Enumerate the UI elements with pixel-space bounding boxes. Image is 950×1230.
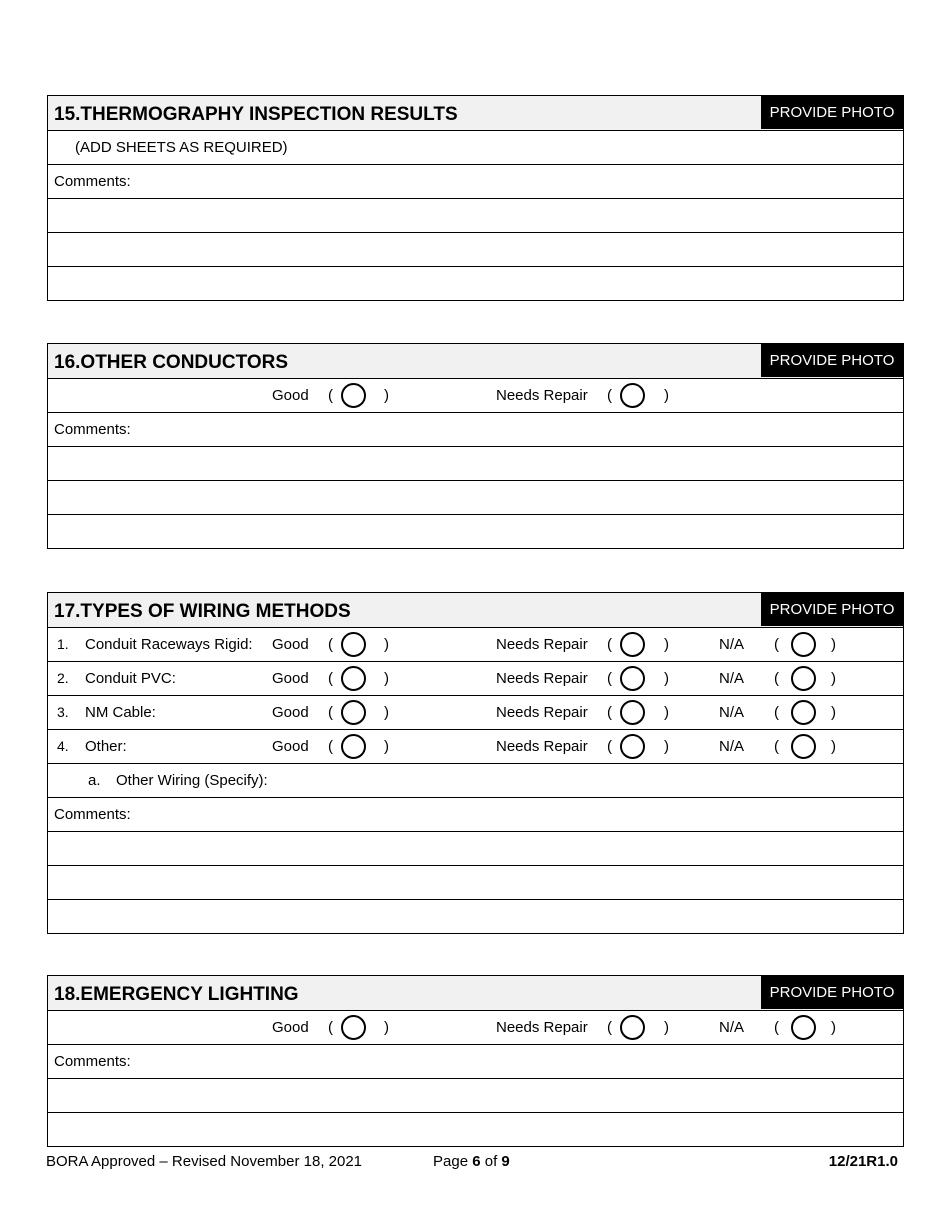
comment-line[interactable] (48, 481, 903, 515)
comment-line[interactable] (48, 233, 903, 267)
other-wiring-row[interactable] (48, 764, 903, 798)
open-paren: ( (774, 738, 779, 755)
na-label: N/A (719, 636, 745, 653)
condition-row (48, 379, 903, 413)
needs-repair-radio[interactable] (620, 632, 645, 657)
section-wiring-methods (47, 592, 904, 934)
close-paren: ) (831, 1019, 836, 1036)
close-paren: ) (664, 704, 669, 721)
page-current: 6 (472, 1153, 481, 1170)
close-paren: ) (664, 636, 669, 653)
open-paren: ( (774, 704, 779, 721)
section-other-conductors (47, 343, 904, 549)
other-wiring-label: Other Wiring (Specify): (116, 772, 268, 789)
close-paren: ) (664, 1019, 669, 1036)
good-radio[interactable] (341, 632, 366, 657)
close-paren: ) (384, 1019, 389, 1036)
comment-line[interactable] (48, 199, 903, 233)
good-label: Good (272, 387, 309, 404)
section-title: 15.THERMOGRAPHY INSPECTION RESULTS (54, 104, 458, 125)
needs-repair-label: Needs Repair (496, 670, 588, 687)
needs-repair-label: Needs Repair (496, 738, 588, 755)
section-thermography (47, 95, 904, 301)
item-number: 2. (57, 670, 69, 686)
na-radio[interactable] (791, 666, 816, 691)
na-label: N/A (719, 1019, 745, 1036)
comment-line[interactable] (48, 1079, 903, 1113)
item-number: 1. (57, 636, 69, 652)
comment-line[interactable] (48, 267, 903, 300)
item-number: 4. (57, 738, 69, 754)
open-paren: ( (774, 670, 779, 687)
wiring-item-row (48, 730, 903, 764)
na-label: N/A (719, 738, 745, 755)
needs-repair-radio[interactable] (620, 666, 645, 691)
good-label: Good (272, 670, 309, 687)
section-header (48, 976, 903, 1011)
comment-line[interactable] (48, 900, 903, 933)
open-paren: ( (607, 670, 612, 687)
wiring-item-row (48, 662, 903, 696)
open-paren: ( (328, 387, 333, 404)
na-radio[interactable] (791, 734, 816, 759)
comments-row[interactable] (48, 413, 903, 447)
open-paren: ( (328, 704, 333, 721)
open-paren: ( (328, 738, 333, 755)
footer-revision: BORA Approved – Revised November 18, 2021 (46, 1153, 363, 1170)
good-label: Good (272, 738, 309, 755)
section-header (48, 593, 903, 628)
close-paren: ) (831, 636, 836, 653)
good-radio[interactable] (341, 734, 366, 759)
item-label: NM Cable: (85, 704, 156, 721)
needs-repair-label: Needs Repair (496, 636, 588, 653)
close-paren: ) (831, 670, 836, 687)
section-title: 18.EMERGENCY LIGHTING (54, 984, 299, 1005)
close-paren: ) (384, 704, 389, 721)
section-header (48, 344, 903, 379)
close-paren: ) (831, 738, 836, 755)
comments-row[interactable] (48, 798, 903, 832)
good-radio[interactable] (341, 1015, 366, 1040)
comments-label: Comments: (54, 806, 131, 823)
add-sheets-note: (ADD SHEETS AS REQUIRED) (75, 139, 288, 156)
na-radio[interactable] (791, 1015, 816, 1040)
needs-repair-label: Needs Repair (496, 1019, 588, 1036)
na-label: N/A (719, 670, 745, 687)
provide-photo-button[interactable]: PROVIDE PHOTO (761, 96, 903, 129)
close-paren: ) (664, 670, 669, 687)
provide-photo-button[interactable]: PROVIDE PHOTO (761, 593, 903, 626)
needs-repair-label: Needs Repair (496, 387, 588, 404)
open-paren: ( (607, 738, 612, 755)
open-paren: ( (774, 1019, 779, 1036)
comments-row[interactable] (48, 165, 903, 199)
open-paren: ( (328, 636, 333, 653)
good-label: Good (272, 636, 309, 653)
item-number: 3. (57, 704, 69, 720)
close-paren: ) (384, 387, 389, 404)
item-label: Conduit PVC: (85, 670, 176, 687)
good-radio[interactable] (341, 700, 366, 725)
item-label: Other: (85, 738, 127, 755)
open-paren: ( (328, 670, 333, 687)
open-paren: ( (607, 636, 612, 653)
page-total: 9 (501, 1153, 510, 1170)
open-paren: ( (328, 1019, 333, 1036)
good-radio[interactable] (341, 666, 366, 691)
item-label: Conduit Raceways Rigid: (85, 636, 253, 653)
provide-photo-button[interactable]: PROVIDE PHOTO (761, 344, 903, 377)
open-paren: ( (607, 387, 612, 404)
needs-repair-radio[interactable] (620, 734, 645, 759)
comment-line[interactable] (48, 515, 903, 548)
footer-page-number (433, 1153, 510, 1170)
wiring-item-row (48, 696, 903, 730)
close-paren: ) (664, 738, 669, 755)
open-paren: ( (607, 1019, 612, 1036)
comment-line[interactable] (48, 1113, 903, 1146)
close-paren: ) (664, 387, 669, 404)
comment-line[interactable] (48, 832, 903, 866)
footer-version: 12/21R1.0 (828, 1153, 898, 1170)
comments-label: Comments: (54, 1053, 131, 1070)
comments-label: Comments: (54, 173, 131, 190)
section-title: 16.OTHER CONDUCTORS (54, 352, 289, 373)
section-emergency-lighting (47, 975, 904, 1147)
good-label: Good (272, 704, 309, 721)
na-radio[interactable] (791, 632, 816, 657)
condition-row (48, 1011, 903, 1045)
na-label: N/A (719, 704, 745, 721)
good-radio[interactable] (341, 383, 366, 408)
close-paren: ) (384, 636, 389, 653)
page-prefix: Page (433, 1153, 469, 1170)
sub-item-letter: a. (88, 772, 101, 789)
needs-repair-radio[interactable] (620, 700, 645, 725)
close-paren: ) (831, 704, 836, 721)
close-paren: ) (384, 670, 389, 687)
na-radio[interactable] (791, 700, 816, 725)
needs-repair-label: Needs Repair (496, 704, 588, 721)
good-label: Good (272, 1019, 309, 1036)
comment-line[interactable] (48, 866, 903, 900)
needs-repair-radio[interactable] (620, 1015, 645, 1040)
needs-repair-radio[interactable] (620, 383, 645, 408)
close-paren: ) (384, 738, 389, 755)
wiring-item-row (48, 628, 903, 662)
open-paren: ( (774, 636, 779, 653)
open-paren: ( (607, 704, 612, 721)
section-title: 17.TYPES OF WIRING METHODS (54, 601, 351, 622)
comments-label: Comments: (54, 421, 131, 438)
note-row (48, 131, 903, 165)
section-header (48, 96, 903, 131)
provide-photo-button[interactable]: PROVIDE PHOTO (761, 976, 903, 1009)
comment-line[interactable] (48, 447, 903, 481)
comments-row[interactable] (48, 1045, 903, 1079)
page-of: of (484, 1153, 498, 1170)
